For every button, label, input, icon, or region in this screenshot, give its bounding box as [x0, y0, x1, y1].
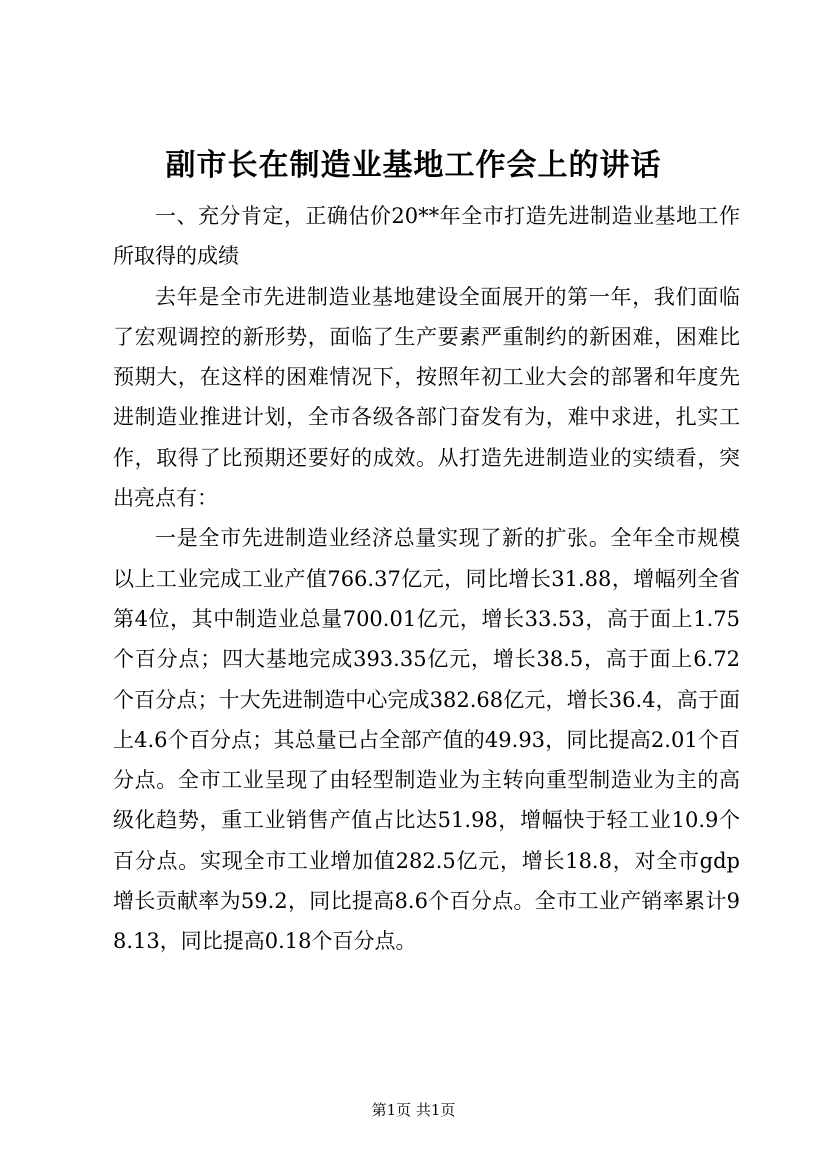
paragraph-highlight-one: 一是全市先进制造业经济总量实现了新的扩张。全年全市规模以上工业完成工业产值766.37亿元，同比增长31.88，增幅列全省第4位，其中制造业总量700.01亿元，增长33.53，高于面上1.75个百分点；四大基地完成393.35亿元，增长38.5，高于面上6.72个百分点；十大先进制造中心完成382.68亿元，增长36.4，高于面上4.6个百分点；其总量已占全部产值的49.93，同比提高2.01个百分点。全市工业呈现了由轻型制造业为主转向重型制造业为主的高级化趋势，重工业销售产值占比达51.98，增幅快于轻工业10.9个百分点。实现全市工业增加值282.5亿元，增长18.8，对全市gdp增长贡献率为59.2，同比提高8.6个百分点。全市工业产销率累计98.13，同比提高0.18个百分点。: [113, 526, 740, 954]
document-title: 副市长在制造业基地工作会上的讲话: [165, 148, 662, 183]
page-number-footer: 第1页 共1页: [371, 1101, 456, 1119]
paragraph-section-heading: 一、充分肯定，正确估价20**年全市打造先进制造业基地工作所取得的成绩: [113, 204, 740, 269]
document-body: [113, 196, 740, 962]
paragraph-overview: 去年是全市先进制造业基地建设全面展开的第一年，我们面临了宏观调控的新形势，面临了生产要素严重制约的新困难，困难比预期大，在这样的困难情况下，按照年初工业大会的部署和年度先进制造业推进计划，全市各级各部门奋发有为，难中求进，扎实工作，取得了比预期还要好的成效。从打造先进制造业的实绩看，突出亮点有：: [113, 284, 740, 511]
